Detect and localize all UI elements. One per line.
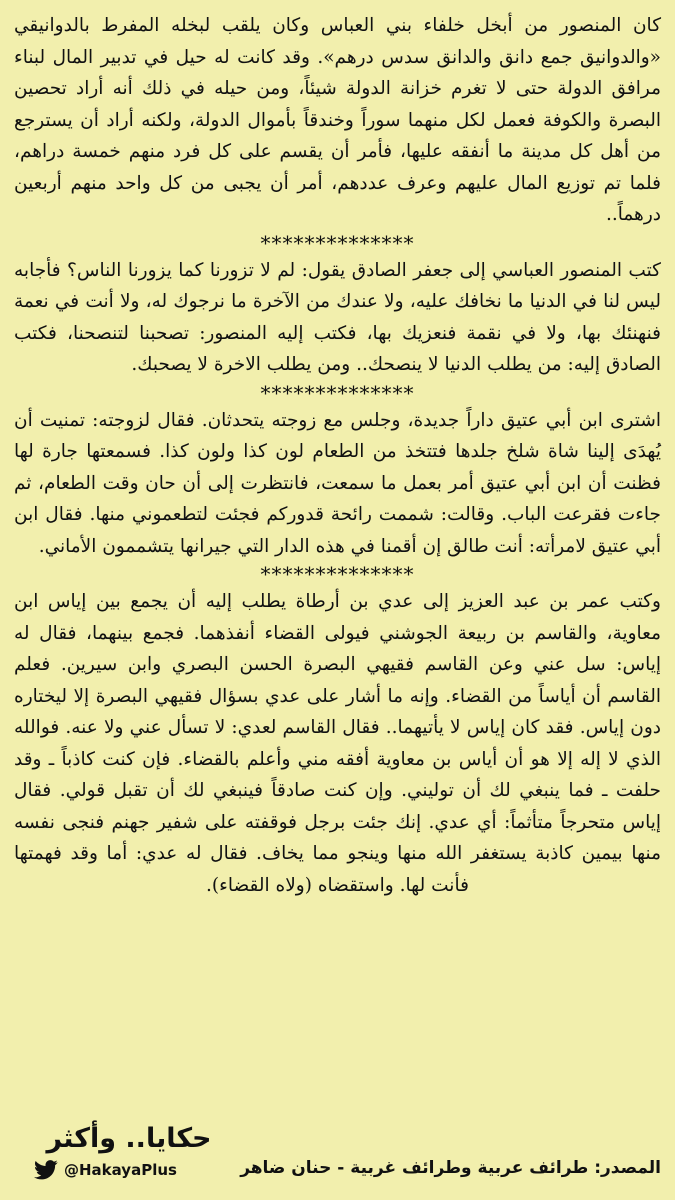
twitter-handle[interactable] <box>34 1160 224 1180</box>
brand <box>34 1122 224 1180</box>
story-al-mansur-jafar: كتب المنصور العباسي إلى جعفر الصادق يقول: لم لا تزورنا كما يزورنا الناس؟ فأجابه ليس لنا في الدنيا ما نخافك عليه، ولا عندك من الآخرة ما نرجوك له، ولا أنت في نعمة فنهنئك بها، ولا في نقمة فنعزيك بها، فكتب إليه المنصور: تصحبنا لتنصحنا، فكتب الصادق إليه: من يطلب الدنيا لا ينصحك.. ومن يطلب الاخرة لا يصحبك. <box>14 259 661 375</box>
story-iyas-judiciary: وكتب عمر بن عبد العزيز إلى عدي بن أرطاة يطلب إليه أن يجمع بين إياس ابن معاوية، والقاسم بن ربيعة الجوشني فيولى القضاء أنفذهما. فجمع بينهما، فقال له إياس: سل عني وعن القاسم فقيهي البصرة الحسن البصري وابن سيرين. فعلم القاسم أن أياساً من القضاء. وإنه ما أشار على عدي بسؤال فقيهي البصرة إلا ليختاره دون إياس. فقد كان إياس لا يأتيهما.. فقال القاسم لعدي: لا تسأل عني ولا عنه. فوالله الذي لا إله إلا هو أن أياس بن معاوية أفقه مني وأعلم بالقضاء. فإن كنت كاذباً ـ وقد حلفت ـ فما ينبغي لك أن توليني. وإن كنت صادقاً فينبغي لك أن تقبل قولي. فقال إياس متحرجاً متأثماً: أي عدي. إنك جئت برجل فوقفته على شفير جهنم فنجى نفسه منها بيمين كاذبة يستغفر الله منها وينجو مما يخاف. فقال له عدي: أما وقد فهمتها فأنت لها. واستقضاه (ولاه القضاء). <box>14 591 661 896</box>
story-ibn-abi-atiq: اشترى ابن أبي عتيق داراً جديدة، وجلس مع زوجته يتحدثان. فقال لزوجته: تمنيت أن يُهدَى إلينا شاة شلخ جلدها فتتخذ من الطعام لون كذا ولون كذا. فسمعتها جارة لها فظنت أن ابن أبي عتيق أمر بعمل ما سمعت، فانتظرت إلى أن حان وقت الطعام، ثم جاءت فقرعت الباب. وقالت: شممت رائحة قدوركم فجئت لتطعموني منها. فقال ابن أبي عتيق لامرأته: أنت طالق إن أقمنا في هذه الدار التي جيرانها يتشممون الأماني. <box>14 409 661 557</box>
footer <box>14 1108 661 1200</box>
separator: ************** <box>260 230 415 255</box>
twitter-bird-icon <box>34 1160 58 1180</box>
separator: ************** <box>260 380 415 405</box>
source-credit: المصدر: طرائف عربية وطرائف غربية - حنان ضاهر <box>240 1158 661 1178</box>
handle-text: @HakayaPlus <box>64 1161 177 1179</box>
page-content <box>14 10 661 1200</box>
separator: ************** <box>260 562 415 586</box>
brand-logo: حكايا.. وأكثر <box>46 1123 212 1154</box>
story-al-mansur-stinginess: كان المنصور من أبخل خلفاء بني العباس وكان يلقب لبخله المفرط بالدوانيقي «والدوانيق جمع دانق والدانق سدس درهم». وقد كانت له حيل في تدبير المال لبناء مرافق الدولة حتى لا تغرم خزانة الدولة شيئاً، ومن حيله في ذلك أنه أراد تحصين البصرة والكوفة فعمل لكل منهما سوراً وخندقاً بأموال الدولة، ولكنه أراد أن يسترجع من أهل كل مدينة ما أنفقه عليها، فأمر أن يقسم على كل فرد منهم خمسة دراهم، فلما تم توزيع المال عليهم وعرف عددهم، أمر أن يجبى من كل واحد منهم أربعين درهماً.. <box>14 15 661 225</box>
